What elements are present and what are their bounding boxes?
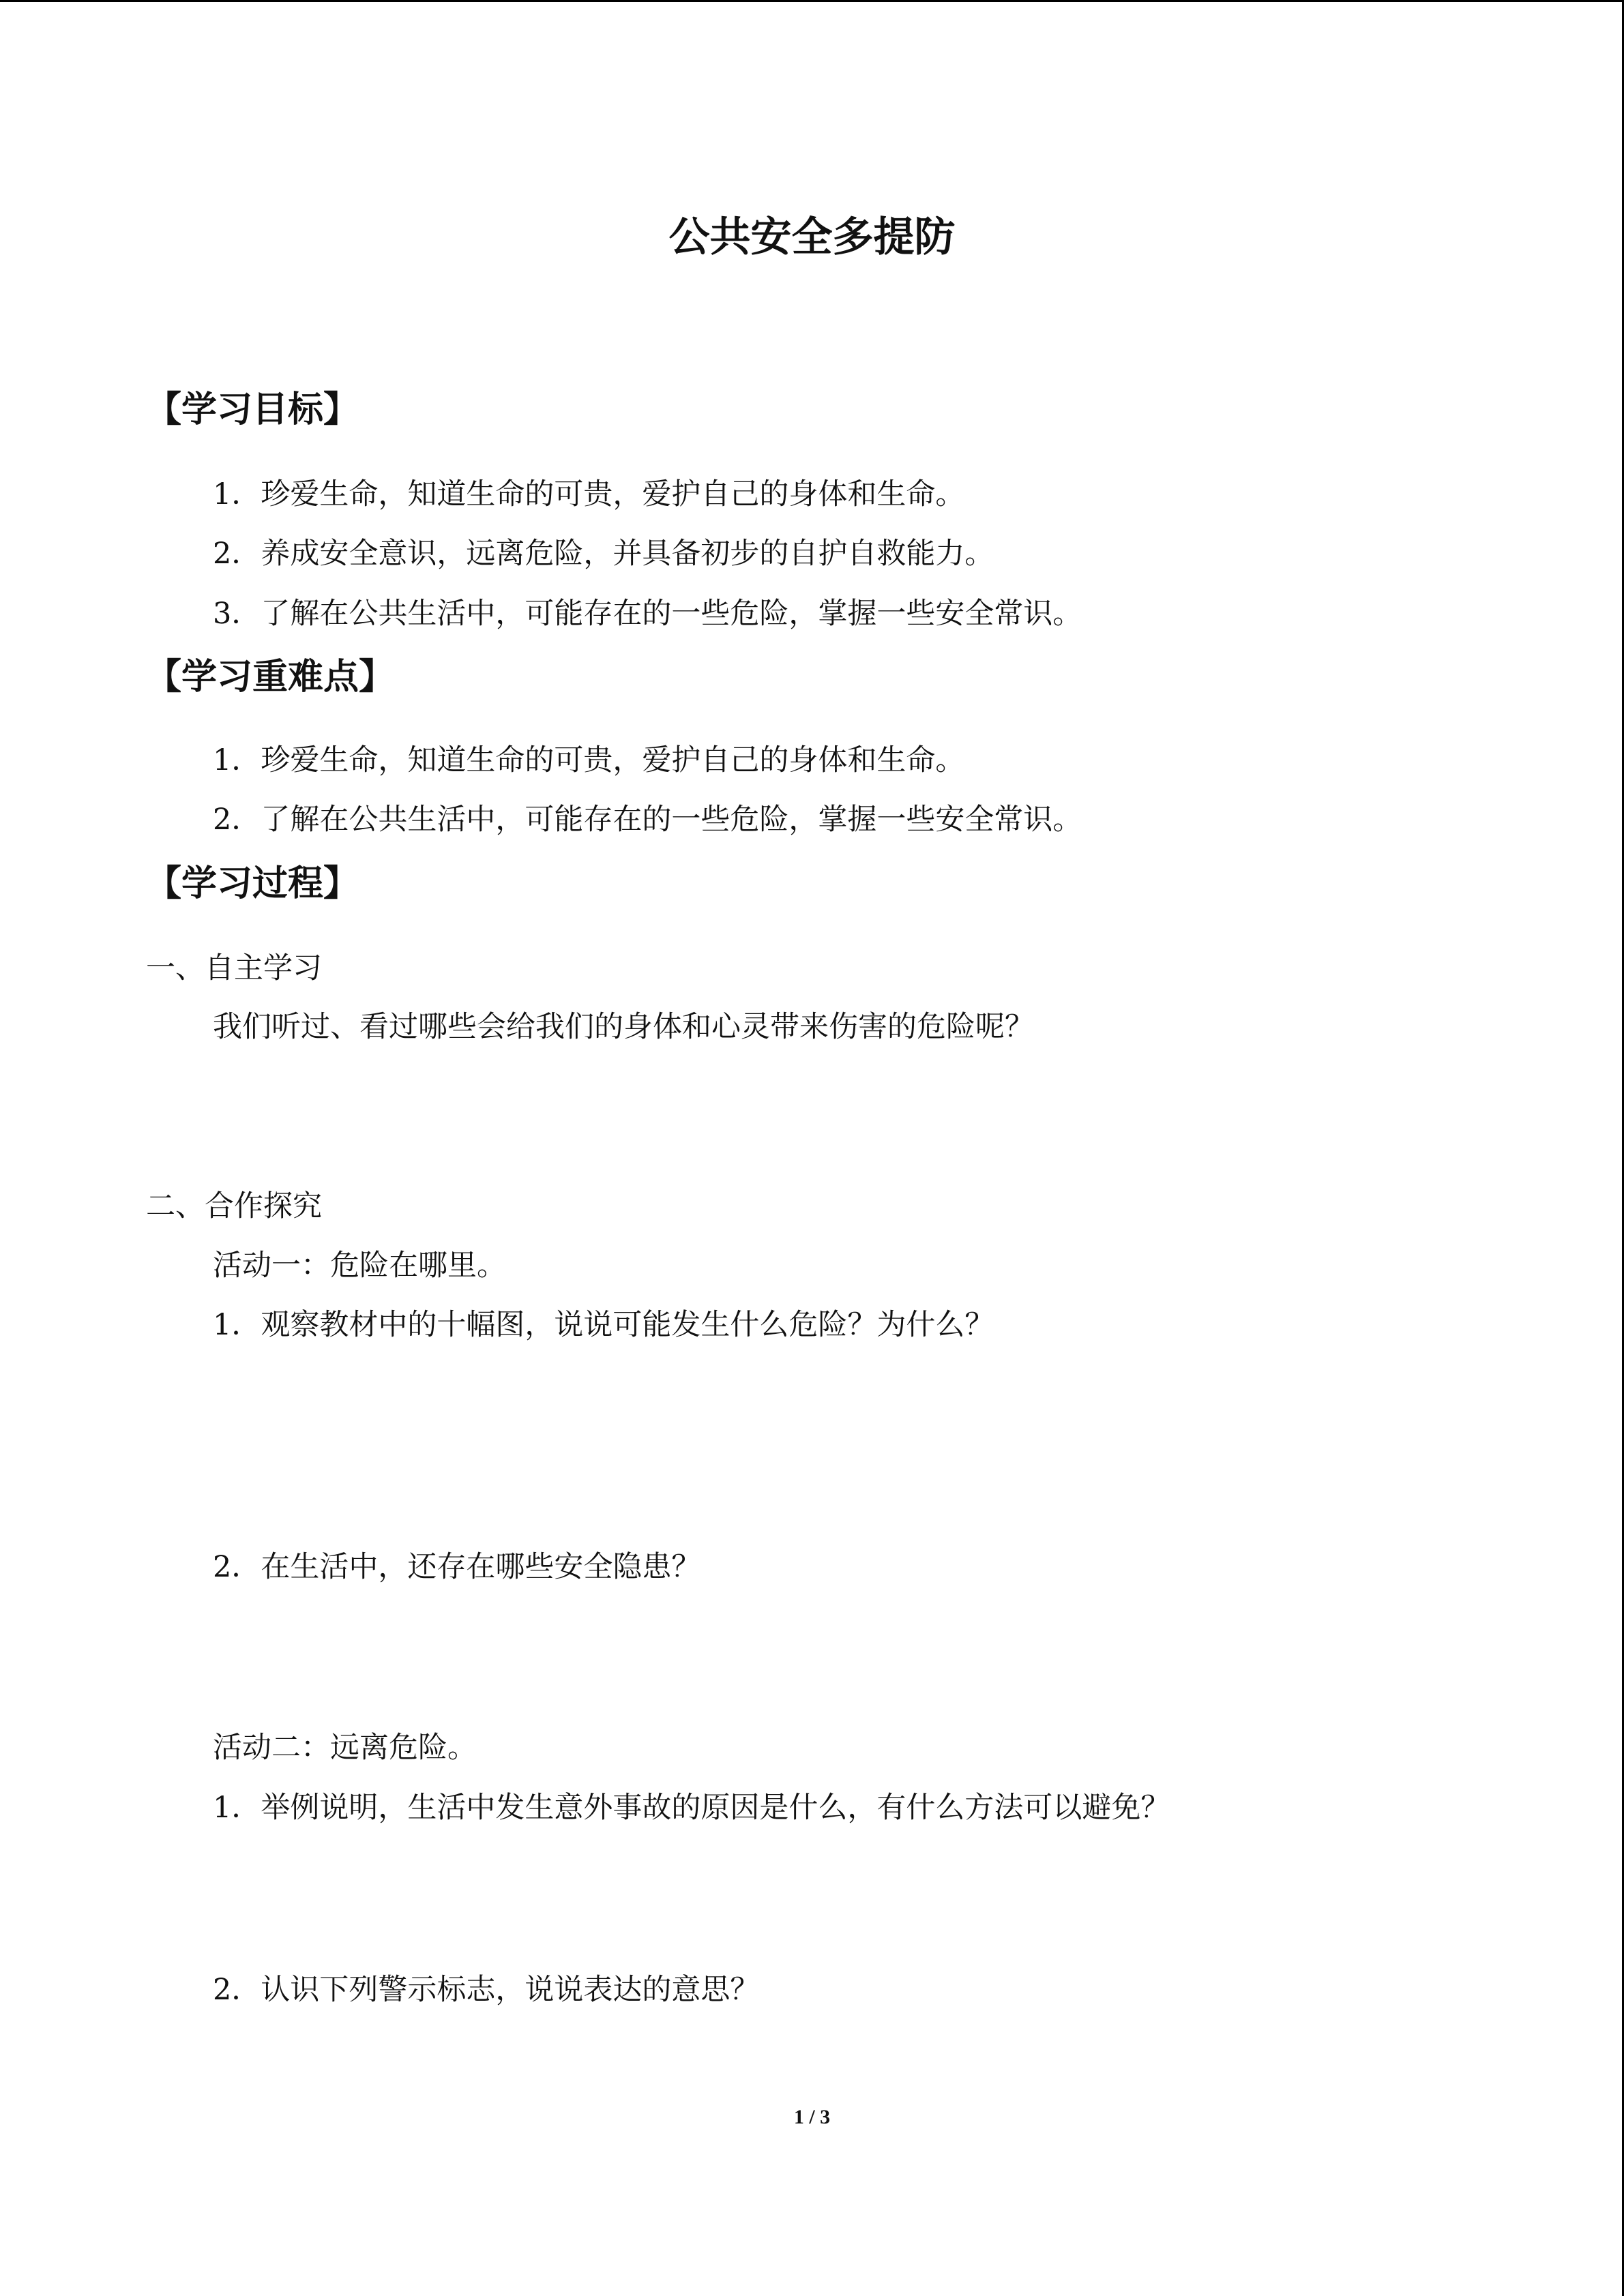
self-study-label: 一、自主学习	[146, 951, 322, 985]
key-point-item-1: 1．珍爱生命，知道生命的可贵，爱护自己的身体和生命。	[213, 743, 965, 777]
document-title: 公共安全多提防	[668, 213, 956, 261]
activity2-question-1: 1．举例说明，生活中发生意外事故的原因是什么，有什么方法可以避免？	[213, 1791, 1170, 1825]
goal-item-1: 1．珍爱生命，知道生命的可贵，爱护自己的身体和生命。	[213, 477, 965, 511]
section-heading-goals: 【学习目标】	[146, 389, 359, 430]
section-heading-process: 【学习过程】	[146, 863, 359, 904]
self-study-question: 我们听过、看过哪些会给我们的身体和心灵带来伤害的危险呢？	[213, 1010, 1034, 1044]
activity1-question-2: 2．在生活中，还存在哪些安全隐患？	[213, 1550, 701, 1584]
goal-item-2: 2．养成安全意识，远离危险，并具备初步的自护自救能力。	[213, 537, 994, 571]
activity1-question-1: 1．观察教材中的十幅图，说说可能发生什么危险？为什么？	[213, 1308, 994, 1342]
goal-item-3: 3．了解在公共生活中，可能存在的一些危险，掌握一些安全常识。	[213, 597, 1082, 631]
section-heading-key-points: 【学习重难点】	[146, 657, 395, 698]
activity2-title: 活动二：远离危险。	[213, 1731, 477, 1765]
key-point-item-2: 2．了解在公共生活中，可能存在的一些危险，掌握一些安全常识。	[213, 803, 1082, 837]
activity1-title: 活动一：危险在哪里。	[213, 1249, 506, 1283]
activity2-question-2: 2．认识下列警示标志，说说表达的意思？	[213, 1973, 760, 2007]
cooperation-label: 二、合作探究	[146, 1189, 322, 1223]
page-number: 1 / 3	[793, 2106, 831, 2128]
